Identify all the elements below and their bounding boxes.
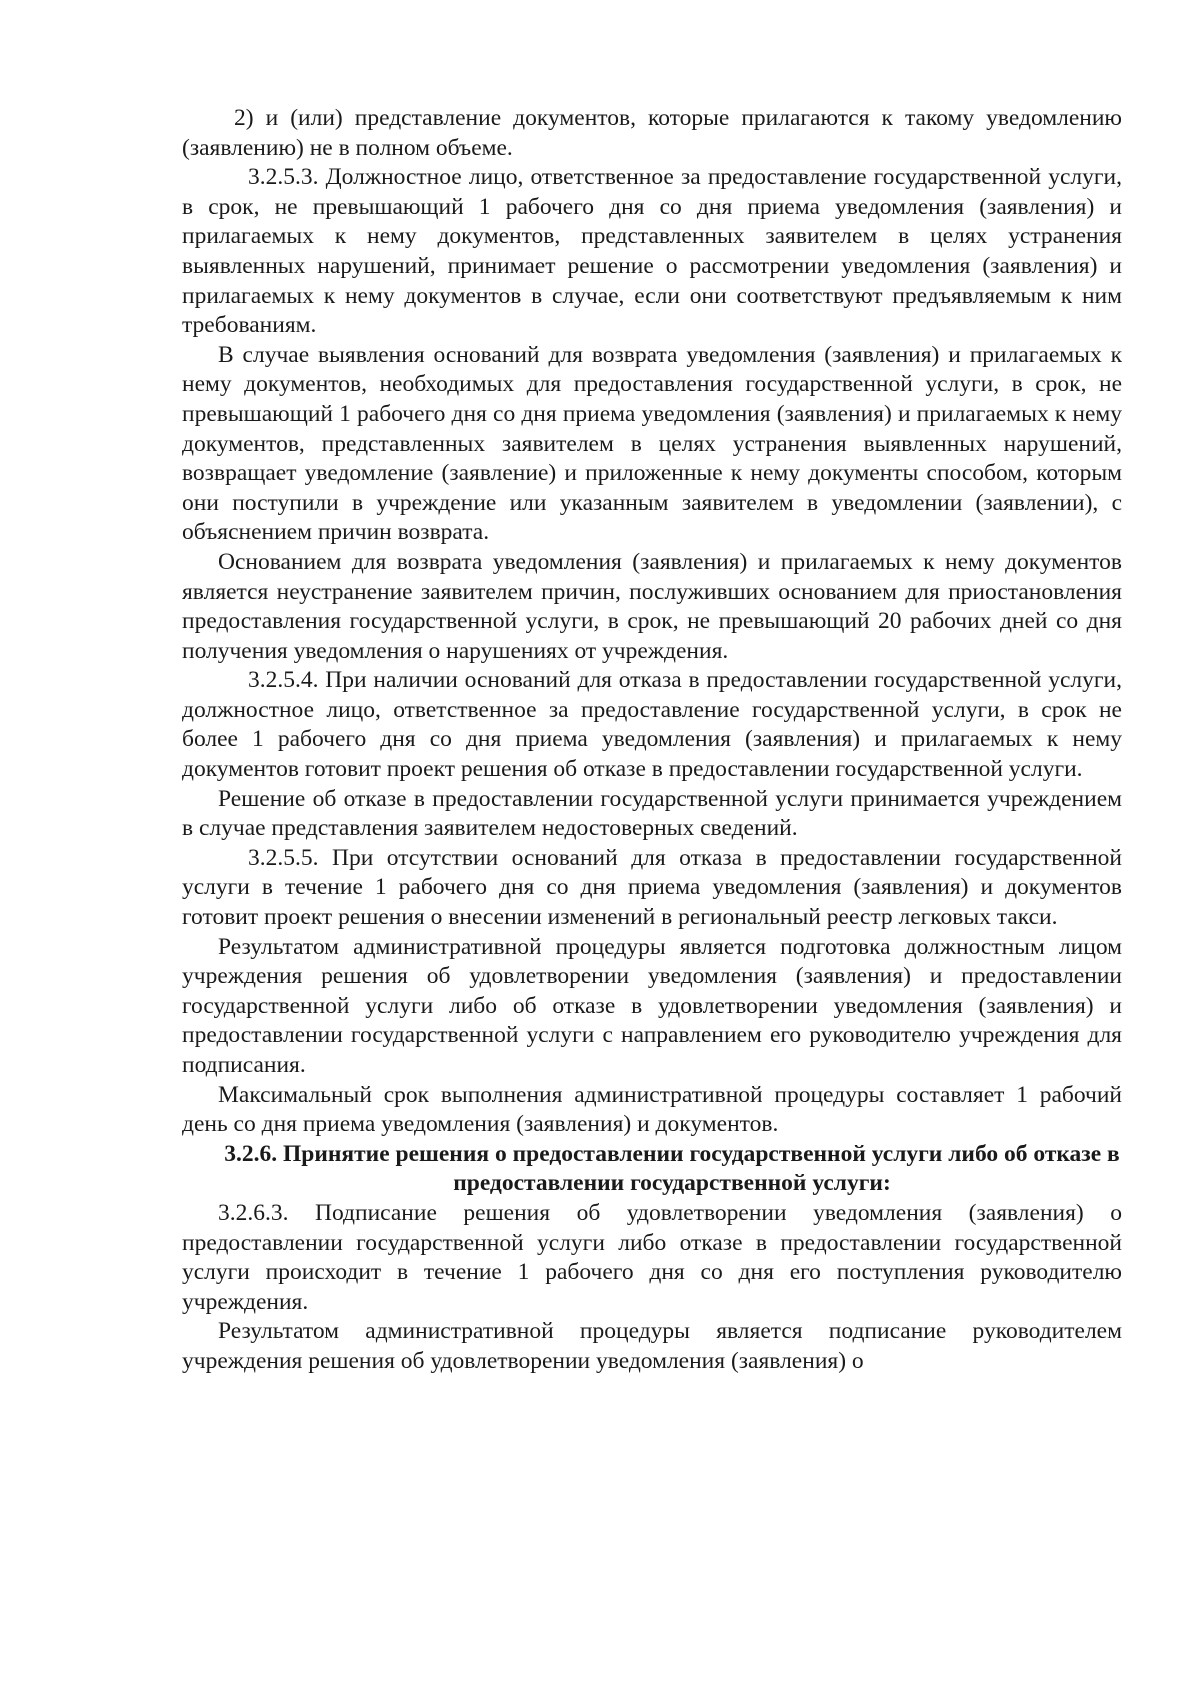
paragraph-refusal-decision: Решение об отказе в предоставлении государственной услуги принимается учреждением в случае представления заявителем недостоверных сведений. bbox=[182, 785, 1122, 842]
paragraph-3-2-5-4: 3.2.5.4. При наличии оснований для отказа в предоставлении государственной услуги, должностное лицо, ответственное за предоставление государственной услуги, в срок не более 1 рабочего дня со дня приема уведомления (заявления) и прилагаемых к нему документов готовит проект решения об отказе в предоставлении государственной услуги. bbox=[182, 667, 1122, 783]
paragraph-submission-incomplete: 2) и (или) представление документов, которые прилагаются к такому уведомлению (заявлению) не в полном объеме. bbox=[182, 105, 1122, 161]
paragraph-final-result: Результатом административной процедуры является подписание руководителем учреждения решения об удовлетворении уведомления (заявления) о bbox=[182, 1318, 1122, 1374]
paragraph-max-term: Максимальный срок выполнения административной процедуры составляет 1 рабочий день со дня приема уведомления (заявления) и документов. bbox=[182, 1081, 1122, 1138]
paragraph-3-2-6-3: 3.2.6.3. Подписание решения об удовлетворении уведомления (заявления) о предоставлении государственной услуги либо отказе в предоставлении государственной услуги происходит в течение 1 рабочего дня со дня его поступления руководителю учреждения. bbox=[182, 1199, 1122, 1315]
paragraph-3-2-5-3: 3.2.5.3. Должностное лицо, ответственное за предоставление государственной услуги, в срок, не превышающий 1 рабочего дня со дня приема уведомления (заявления) и прилагаемых к нему документов, представленных заявителем в целях устранения выявленных нарушений, принимает решение о рассмотрении уведомления (заявления) и прилагаемых к нему документов в случае, если они соответствуют предъявляемым к ним требованиям. bbox=[182, 164, 1122, 339]
paragraph-procedure-result: Результатом административной процедуры является подготовка должностным лицом учреждения решения об удовлетворении уведомления (заявления) и предоставлении государственной услуги либо об отказе в удовлетворении уведомления (заявления) и предоставлении государственной услуги с направлением его руководителю учреждения для подписания. bbox=[182, 933, 1122, 1078]
paragraph-3-2-5-5: 3.2.5.5. При отсутствии оснований для отказа в предоставлении государственной услуги в течение 1 рабочего дня со дня приема уведомления (заявления) и документов готовит проект решения о внесении изменений в региональный реестр легковых такси. bbox=[182, 844, 1122, 931]
paragraph-return-basis: Основанием для возврата уведомления (заявления) и прилагаемых к нему документов является неустранение заявителем причин, послуживших основанием для приостановления предоставления государственной услуги, в срок, не превышающий 20 рабочих дней со дня получения уведомления о нарушениях от учреждения. bbox=[182, 548, 1122, 664]
section-heading-3-2-6: 3.2.6. Принятие решения о предоставлении государственной услуги либо об отказе в предоставлении государственной услуги: bbox=[224, 1140, 1120, 1197]
document-page bbox=[182, 104, 1122, 1377]
paragraph-return-grounds: В случае выявления оснований для возврата уведомления (заявления) и прилагаемых к нему документов, необходимых для предоставления государственной услуги, в срок, не превышающий 1 рабочего дня со дня приема уведомления (заявления) и прилагаемых к нему документов, представленных заявителем в целях устранения выявленных нарушений, возвращает уведомление (заявление) и приложенные к нему документы способом, которым они поступили в учреждение или указанным заявителем в уведомлении (заявлении), с объяснением причин возврата. bbox=[182, 341, 1122, 546]
